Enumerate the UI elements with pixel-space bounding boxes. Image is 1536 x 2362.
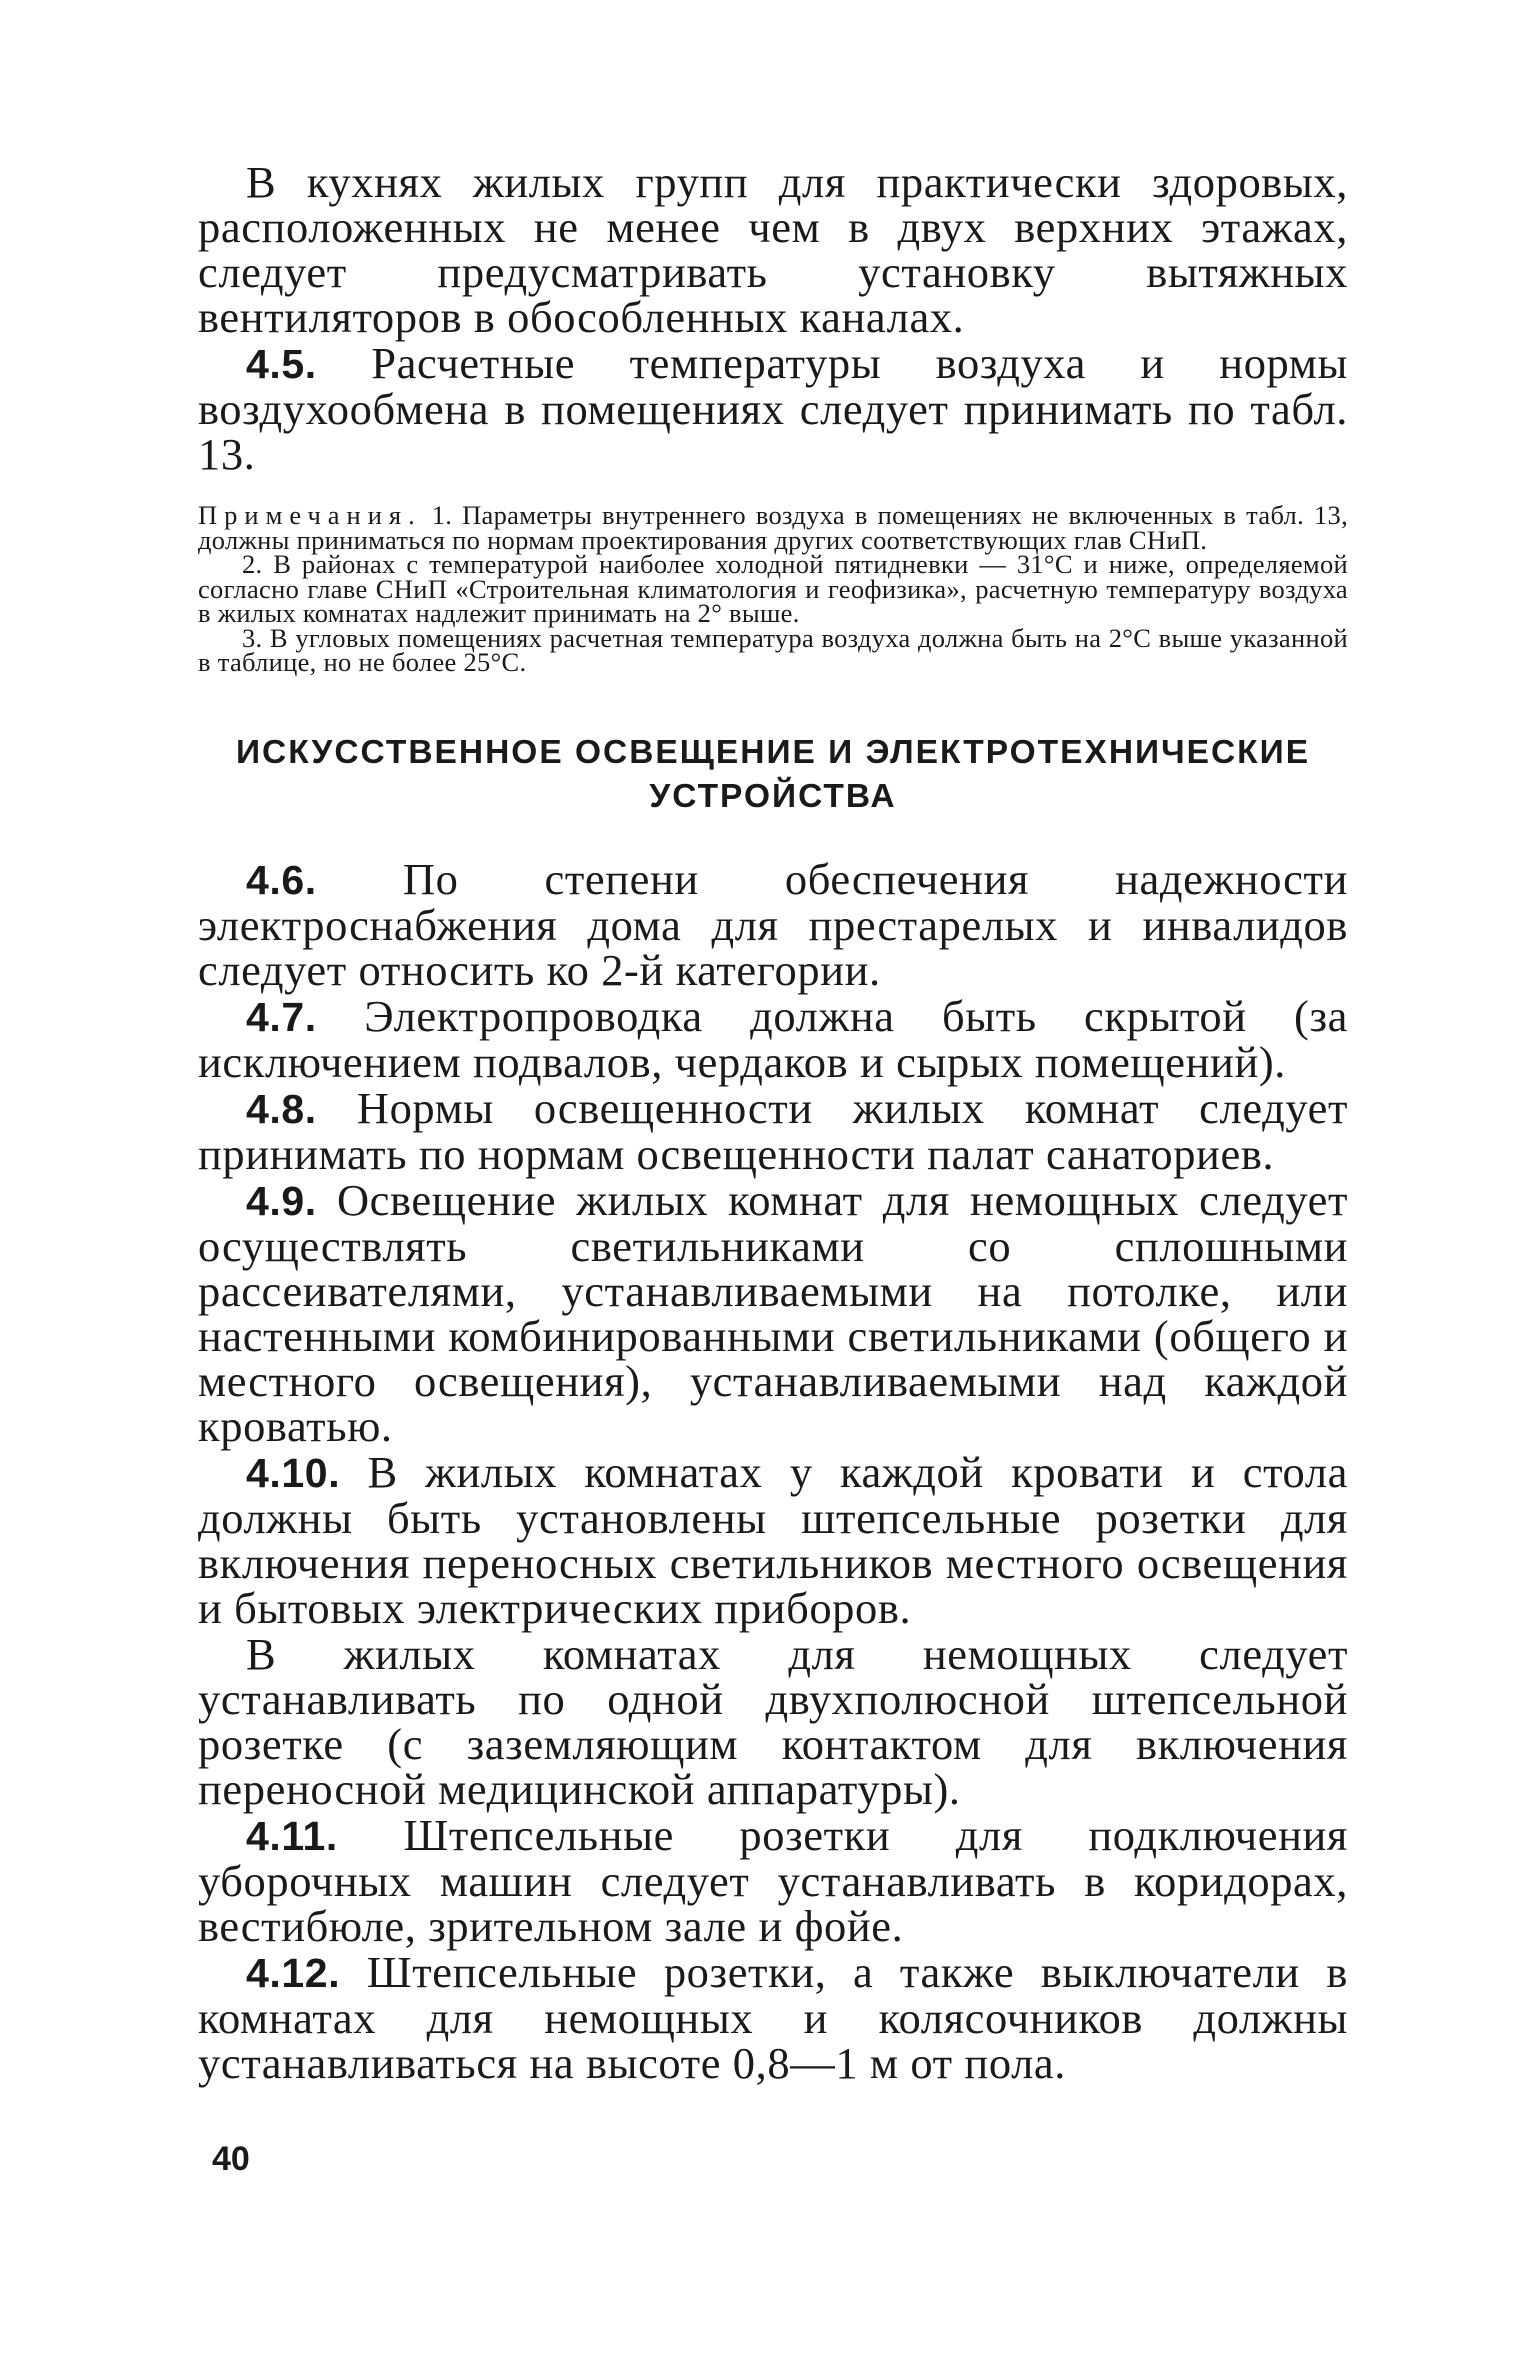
section-heading-line-2: УСТРОЙСТВА xyxy=(649,777,897,815)
clause-text: Штепсельные розетки, а также выключатели в комнатах для немощных и колясочников должны устанавливаться на высоте 0,8—1 м от пола. xyxy=(198,1946,1348,2088)
intro-paragraph xyxy=(198,157,1348,342)
clause-text: Освещение жилых комнат для немощных следует осуществлять светильниками со сплошными рассеивателями, устанавливаемыми на потолке, или настенными комбинированными светильниками (общего и местного освещения), устанавливаемыми над каждой кроватью. xyxy=(198,1174,1348,1451)
clause-text: Электропроводка должна быть скрытой (за исключением подвалов, чердаков и сырых помещений). xyxy=(198,990,1348,1087)
clause-4-12 xyxy=(198,1946,1348,2088)
clause-number: 4.10. xyxy=(246,1449,341,1496)
clause-text: Штепсельные розетки для подключения уборочных машин следует устанавливать в коридорах, вестибюле, зрительном зале и фойе. xyxy=(198,1809,1348,1951)
clause-text: В жилых комнатах у каждой кровати и стола должны быть установлены штепсельные розетки для включения переносных светильников местного освещения и бытовых электрических приборов. xyxy=(198,1446,1348,1633)
clause-text: Нормы освещенности жилых комнат следует принимать по нормам освещенности палат санаториев. xyxy=(198,1082,1348,1179)
section-heading-line-1: ИСКУССТВЕННОЕ ОСВЕЩЕНИЕ И ЭЛЕКТРОТЕХНИЧЕСКИЕ xyxy=(235,733,1311,771)
clause-4-11 xyxy=(198,1809,1348,1951)
clause-4-9 xyxy=(198,1174,1348,1451)
clause-number: 4.9. xyxy=(246,1177,317,1224)
clause-number: 4.5. xyxy=(246,341,317,387)
clause-text: Расчетные температуры воздуха и нормы воздухообмена в помещениях следует принимать по табл. 13. xyxy=(198,338,1348,479)
clause-4-8 xyxy=(198,1082,1348,1179)
page-body xyxy=(198,157,1348,2088)
note-1 xyxy=(198,500,1348,555)
page-number: 40 xyxy=(212,2140,250,2178)
clause-number: 4.12. xyxy=(246,1949,341,1996)
clause-number: 4.11. xyxy=(246,1812,338,1859)
clause-text: По степени обеспечения надежности электроснабжения дома для престарелых и инвалидов следует относить ко 2-й категории. xyxy=(198,853,1348,995)
note-3-text: 3. В угловых помещениях расчетная температура воздуха должна быть на 2°С выше указанной в таблице, но не более 25°С. xyxy=(198,622,1348,677)
clause-4-6 xyxy=(198,853,1348,995)
clause-4-10-continued xyxy=(198,1628,1348,1814)
clause-4-5 xyxy=(198,338,1348,479)
note-1-text: 1. Параметры внутреннего воздуха в помещениях не включенных в табл. 13, должны приниматься по нормам проектирования других соответствующих глав СНиП. xyxy=(198,500,1348,555)
clause-number: 4.8. xyxy=(246,1085,317,1132)
clause-4-7 xyxy=(198,990,1348,1087)
clause-text: В жилых комнатах для немощных следует устанавливать по одной двухполюсной штепсельной розетке (с заземляющим контактом для включения переносной медицинской аппаратуры). xyxy=(198,1628,1348,1814)
clause-4-10 xyxy=(198,1446,1348,1633)
note-2-text: 2. В районах с температурой наиболее холодной пятидневки — 31°С и ниже, определяемой согласно главе СНиП «Строительная климатология и геофизика», расчетную температуру воздуха в жилых комнатах надлежит принимать на 2° выше. xyxy=(198,549,1348,628)
section-heading xyxy=(198,731,1348,819)
notes-block xyxy=(198,500,1348,677)
clause-number: 4.7. xyxy=(246,993,317,1040)
note-3 xyxy=(198,622,1348,677)
note-2 xyxy=(198,549,1348,628)
notes-label: Примечания. xyxy=(198,500,422,530)
clause-number: 4.6. xyxy=(246,856,317,903)
intro-paragraph-text: В кухнях жилых групп для практически здоровых, расположенных не менее чем в двух верхних этажах, следует предусматривать установку вытяжных вентиляторов в обособленных каналах. xyxy=(198,157,1348,342)
